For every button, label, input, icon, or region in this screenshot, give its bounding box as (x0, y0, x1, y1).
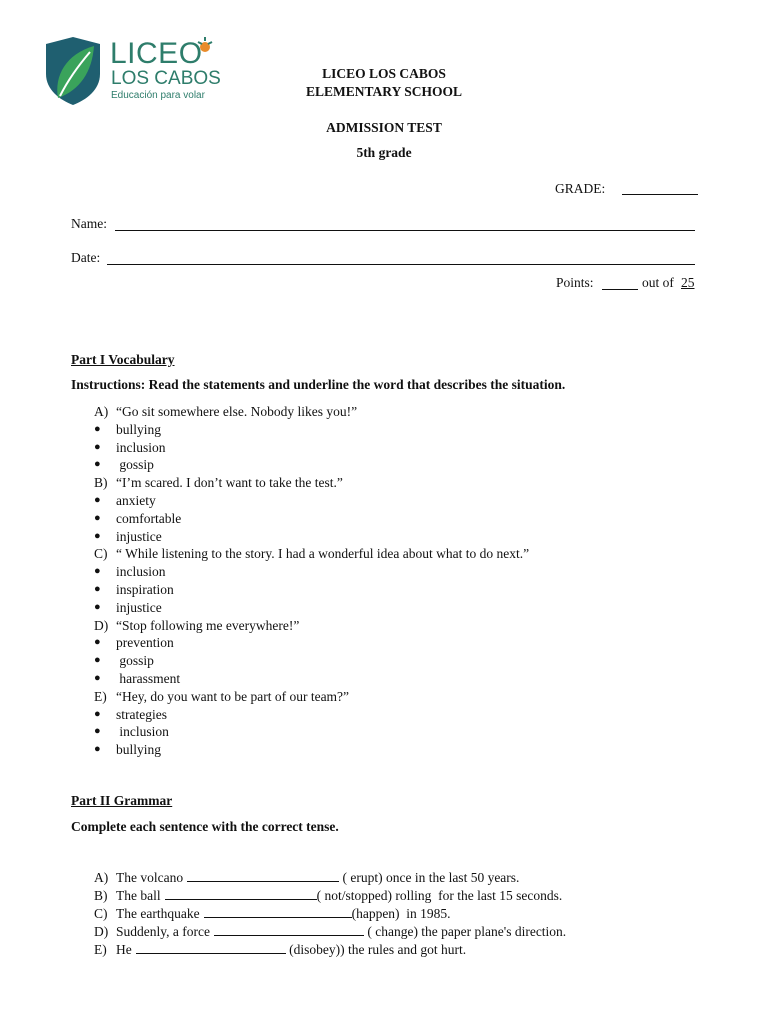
test-title: ADMISSION TEST (326, 120, 442, 135)
bullet-icon: ● (94, 707, 101, 720)
answer-blank[interactable] (204, 905, 352, 918)
grammar-list (94, 869, 566, 959)
school-name: LICEO LOS CABOS (322, 66, 446, 81)
points-total: 25 (681, 275, 695, 290)
bullet-icon: ● (94, 493, 101, 506)
question-c: C) “ While listening to the story. I had a wonderful idea about what to do next.” (94, 546, 530, 562)
grammar-item: D) Suddenly, a force ( change) the paper plane's direction. (94, 924, 567, 939)
answer-blank[interactable] (136, 941, 286, 954)
bullet-icon: ● (94, 511, 101, 524)
part2-instructions: Complete each sentence with the correct tense. (71, 819, 339, 834)
bullet-icon: ● (94, 636, 101, 649)
bullet-icon: ● (94, 422, 101, 435)
option[interactable]: ● inclusion (94, 564, 166, 580)
vocabulary-list (94, 403, 529, 759)
points-field[interactable] (602, 289, 638, 290)
grade-level: 5th grade (356, 145, 412, 160)
logo-text-liceo: LICEO (110, 37, 203, 70)
option[interactable]: ● inspiration (94, 581, 174, 597)
grade-label: GRADE: (555, 181, 606, 196)
option[interactable]: ● prevention (94, 635, 174, 651)
option[interactable]: ● gossip (94, 653, 154, 669)
answer-blank[interactable] (187, 869, 339, 882)
question-d: D) “Stop following me everywhere!” (94, 617, 300, 633)
option[interactable]: ● inclusion (94, 439, 166, 455)
option[interactable]: ● bullying (94, 742, 162, 758)
name-label: Name: (71, 216, 107, 231)
question-a: A) “Go sit somewhere else. Nobody likes you!” (94, 404, 358, 419)
option[interactable]: ● anxiety (94, 492, 156, 508)
bullet-icon: ● (94, 725, 101, 738)
grade-field[interactable] (622, 194, 698, 195)
name-field[interactable] (115, 230, 695, 231)
option[interactable]: ● harassment (94, 670, 181, 686)
grammar-item: C) The earthquake (happen) in 1985. (94, 906, 451, 921)
part2-title: Part II Grammar (71, 793, 173, 808)
bullet-icon: ● (94, 671, 101, 684)
option[interactable]: ● comfortable (94, 510, 182, 526)
bullet-icon: ● (94, 529, 101, 542)
option[interactable]: ● bullying (94, 421, 162, 437)
option[interactable]: ● injustice (94, 599, 162, 615)
option[interactable]: ● gossip (94, 457, 154, 473)
bullet-icon: ● (94, 582, 101, 595)
answer-blank[interactable] (214, 923, 364, 936)
grammar-item: E) He (disobey)) the rules and got hurt. (94, 942, 467, 957)
question-b: B) “I’m scared. I don’t want to take the test.” (94, 475, 343, 491)
option[interactable]: ● strategies (94, 706, 167, 722)
date-label: Date: (71, 250, 101, 265)
bullet-icon: ● (94, 600, 101, 613)
bullet-icon: ● (94, 565, 101, 578)
school-type: ELEMENTARY SCHOOL (306, 84, 462, 99)
bullet-icon: ● (94, 654, 101, 667)
grammar-item: A) The volcano ( erupt) once in the last 50 years. (94, 870, 520, 885)
bullet-icon: ● (94, 743, 101, 756)
logo-text-los-cabos: LOS CABOS (111, 68, 221, 89)
logo-tagline: Educación para volar (111, 90, 205, 101)
option[interactable]: ● injustice (94, 528, 162, 544)
part1-instructions: Instructions: Read the statements and underline the word that describes the situation. (71, 377, 566, 392)
date-field[interactable] (107, 264, 695, 265)
grammar-item: B) The ball ( not/stopped) rolling for the last 15 seconds. (94, 888, 563, 903)
bullet-icon: ● (94, 440, 101, 453)
bullet-icon: ● (94, 458, 101, 471)
points-out-of: out of (642, 275, 674, 290)
question-e: E) “Hey, do you want to be part of our team?” (94, 688, 350, 704)
points-label: Points: (556, 275, 594, 290)
option[interactable]: ● inclusion (94, 724, 169, 740)
part1-title: Part I Vocabulary (71, 352, 175, 367)
answer-blank[interactable] (165, 887, 317, 900)
